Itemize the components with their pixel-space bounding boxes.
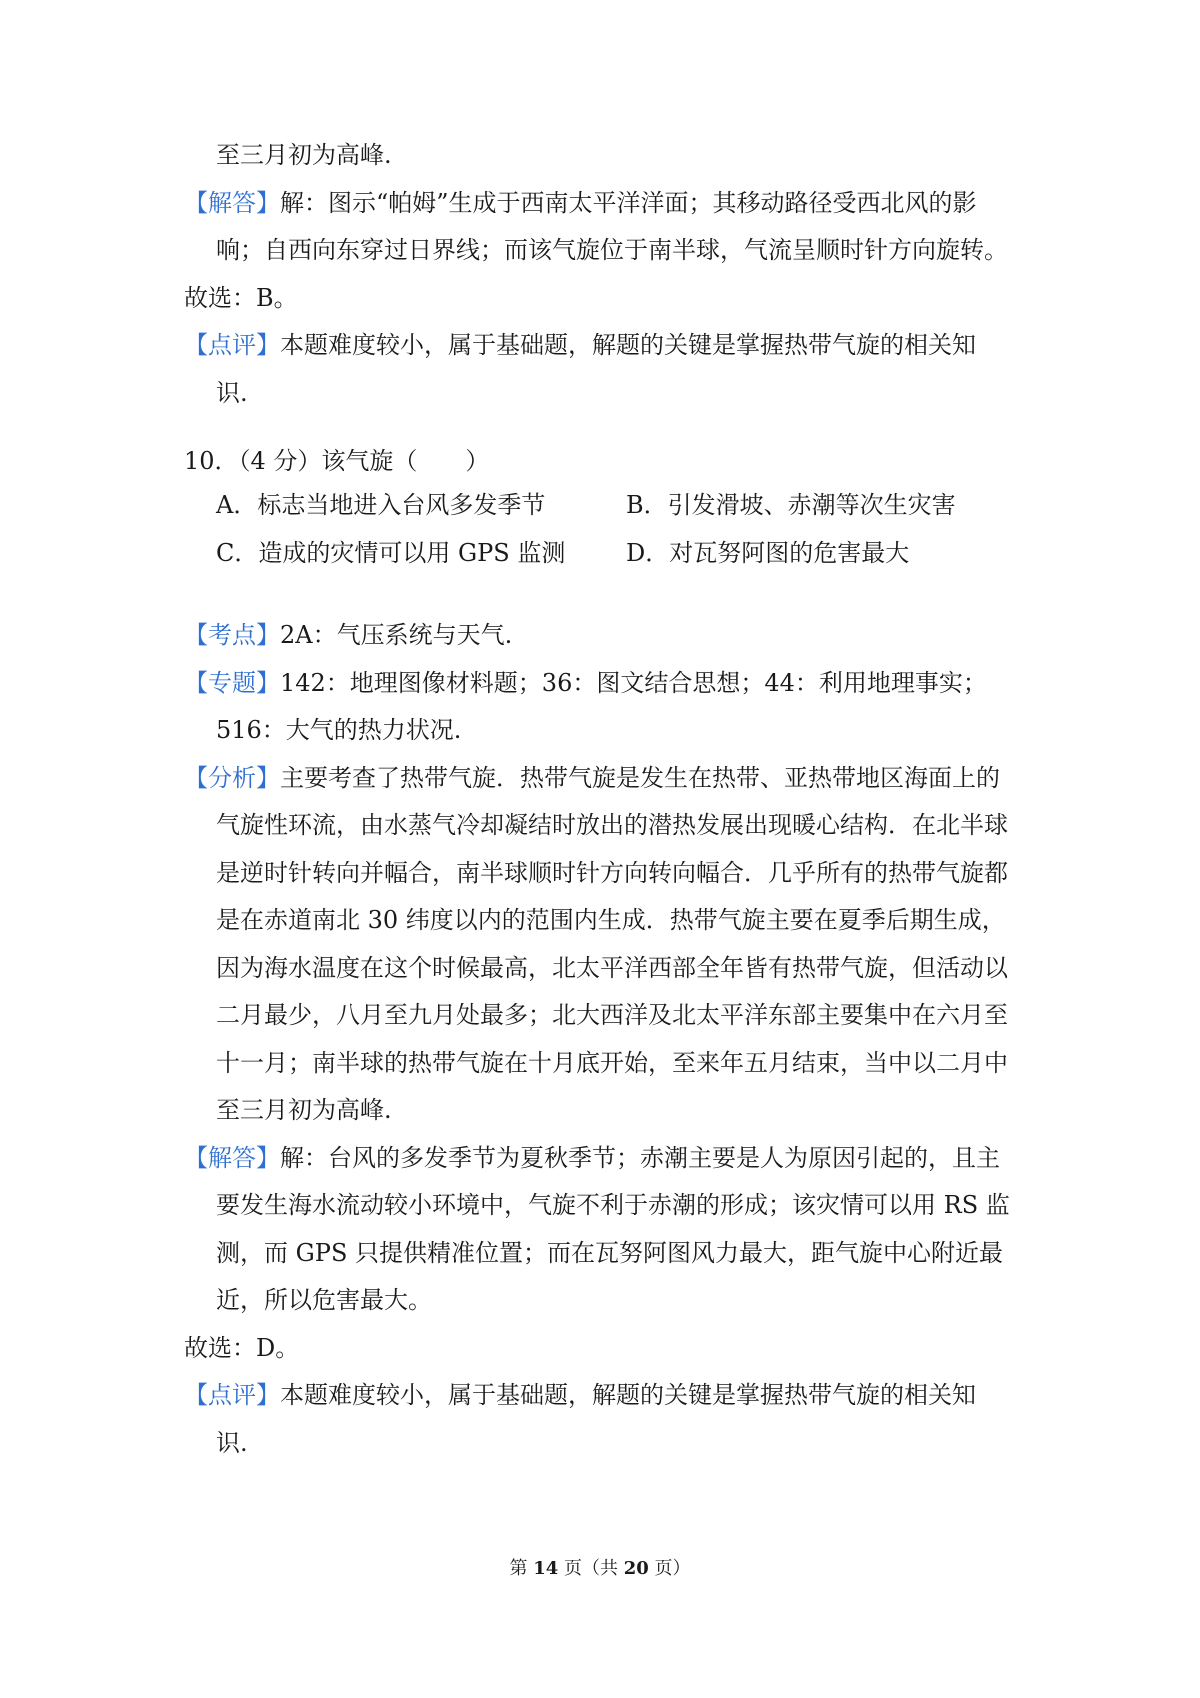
comment-tag: 【点评】 [184, 331, 280, 359]
page-footer: 第 14 页（共 20 页） [509, 1558, 691, 1579]
jieda-tag: 【解答】 [184, 1143, 280, 1172]
jieda-line-4: 近，所以危害最大。 [216, 1286, 432, 1314]
fenxi-line-3: 是逆时针转向并幅合，南半球顺时针方向转向幅合．几乎所有的热带气旋都 [216, 858, 1008, 887]
fenxi-line-1: 【分析】主要考查了热带气旋．热带气旋是发生在热带、亚热带地区海面上的 [184, 763, 1000, 792]
options-row-2 [216, 530, 1036, 578]
options-grid [216, 482, 1036, 577]
zhuanti-tag: 【专题】 [184, 668, 280, 697]
option-d: D．对瓦努阿图的危害最大 [626, 538, 910, 567]
prev-answer-line-1: 【解答】解：图示“帕姆”生成于西南太平洋洋面；其移动路径受西北风的影 [184, 188, 977, 217]
kaodian-tag: 【考点】 [184, 621, 280, 649]
prev-question-section [184, 132, 1029, 417]
dianping-tag: 【点评】 [184, 1381, 280, 1409]
option-a: A．标志当地进入台风多发季节 [216, 491, 546, 519]
fenxi-line-8: 至三月初为高峰. [216, 1096, 392, 1124]
kaodian-line: 【考点】2A：气压系统与天气. [184, 621, 513, 649]
prev-analysis-tail: 至三月初为高峰. [216, 141, 392, 169]
jieda-line-2: 要发生海水流动较小环境中，气旋不利于赤潮的形成；该灾情可以用 RS 监 [216, 1191, 1010, 1219]
fenxi-tag: 【分析】 [184, 763, 280, 792]
option-c: C．造成的灾情可以用 GPS 监测 [216, 538, 566, 567]
question-stem: 10．（4 分）该气旋（ ） [184, 447, 490, 475]
prev-comment-line-2: 识. [216, 378, 248, 407]
prev-choice: 故选：B。 [184, 283, 298, 312]
page-total: 20 [623, 1558, 649, 1579]
explanation-section [184, 612, 1029, 1467]
zhuanti-line-2: 516：大气的热力状况. [216, 716, 462, 744]
zhuanti-line-1: 【专题】142：地理图像材料题；36：图文结合思想；44：利用地理事实； [184, 668, 987, 697]
answer-tag: 【解答】 [184, 188, 280, 217]
prev-comment-line-1: 【点评】本题难度较小，属于基础题，解题的关键是掌握热带气旋的相关知 [184, 331, 976, 359]
dianping-line-1: 【点评】本题难度较小，属于基础题，解题的关键是掌握热带气旋的相关知 [184, 1381, 976, 1409]
question-10 [184, 438, 1029, 486]
fenxi-line-5: 因为海水温度在这个时候最高，北太平洋西部全年皆有热带气旋，但活动以 [216, 953, 1008, 982]
fenxi-line-7: 十一月；南半球的热带气旋在十月底开始，至来年五月结束，当中以二月中 [216, 1048, 1008, 1077]
fenxi-line-4: 是在赤道南北 30 纬度以内的范围内生成．热带气旋主要在夏季后期生成， [216, 906, 1006, 934]
option-b: B．引发滑坡、赤潮等次生灾害 [626, 491, 956, 519]
options-row-1 [216, 482, 1036, 530]
prev-answer-line-2: 响；自西向东穿过日界线；而该气旋位于南半球，气流呈顺时针方向旋转。 [216, 236, 1008, 264]
q10-choice: 故选：D。 [184, 1333, 300, 1362]
page-number: 14 [533, 1558, 559, 1579]
dianping-line-2: 识. [216, 1428, 248, 1457]
fenxi-line-6: 二月最少，八月至九月处最多；北大西洋及北太平洋东部主要集中在六月至 [216, 1001, 1008, 1029]
jieda-line-1: 【解答】解：台风的多发季节为夏秋季节；赤潮主要是人为原因引起的，且主 [184, 1143, 1000, 1172]
jieda-line-3: 测，而 GPS 只提供精准位置；而在瓦努阿图风力最大，距气旋中心附近最 [216, 1238, 1004, 1267]
fenxi-line-2: 气旋性环流，由水蒸气冷却凝结时放出的潜热发展出现暖心结构．在北半球 [216, 811, 1008, 839]
